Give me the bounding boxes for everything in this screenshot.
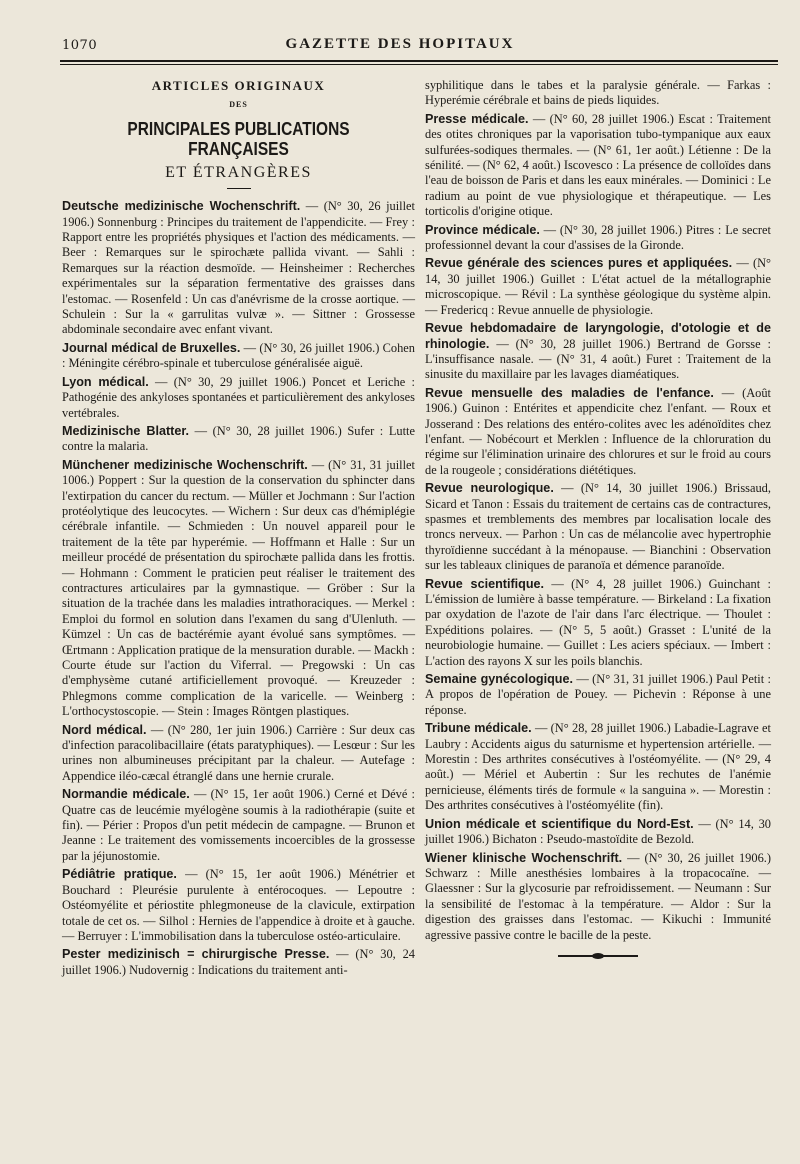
publication-entry bbox=[62, 787, 415, 864]
journal-name: Revue mensuelle des maladies de l'enfance. bbox=[425, 385, 714, 400]
left-entries bbox=[62, 199, 415, 978]
journal-name: Lyon médical. bbox=[62, 374, 149, 389]
journal-name: Semaine gynécologique. bbox=[425, 672, 573, 687]
publication-entry bbox=[425, 672, 771, 718]
journal-name: Nord médical. bbox=[62, 722, 147, 737]
header-rule bbox=[60, 60, 778, 62]
end-ornament bbox=[558, 955, 638, 957]
journal-name: Tribune médicale. bbox=[425, 721, 532, 736]
journal-name: Deutsche medizinische Wochenschrift. bbox=[62, 199, 301, 214]
entry-body: — (N° 14, 30 juillet 1906.) Brissaud, Sicard et Tanon : Essais du traitement de certains cas de contractures, spasmes et tremblements des membres par localisation locale des troncs nerveux. — Parhon : Un cas de mélancolie avec hypertrophie thyroïdienne succédant à la ménopause. — Bianchini : Observation sur les tableaux cliniques de paranoïa et démence paranoïde. bbox=[425, 481, 771, 573]
publication-entry bbox=[425, 112, 771, 220]
publication-entry bbox=[62, 947, 415, 978]
journal-name: Province médicale. bbox=[425, 222, 540, 237]
journal-name: Revue hebdomadaire de laryngologie, d'otologie et de rhinologie. bbox=[425, 321, 771, 351]
journal-name: Revue scientifique. bbox=[425, 576, 545, 591]
right-entries bbox=[425, 78, 771, 943]
publication-entry bbox=[425, 481, 771, 573]
publication-entry bbox=[62, 341, 415, 372]
entry-body: — (N° 15, 1er août 1906.) Cerné et Dévé : Quatre cas de leucémie myélogène soumis à la radiothérapie (suite et fin). — Périer : Propos d'un petit médecin de campagne. — Brunon et Jeanne : Le traitement des vomissements incoercibles de la grossesse par la jéjunostomie. bbox=[62, 787, 416, 863]
entry-body: — (N° 30, 28 juillet 1906.) Pitres : Le secret professionnel devant la cour d'assises de la Gironde. bbox=[425, 222, 771, 253]
journal-name: Medizinische Blatter. bbox=[62, 423, 190, 438]
right-column bbox=[425, 78, 771, 957]
section-kicker: ARTICLES ORIGINAUX bbox=[151, 78, 326, 93]
entry-body: — (N° 30, 29 juillet 1906.) Poncet et Leriche : Pathogénie des ankyloses spontanées et particulièrement des ankyloses vertébrales. bbox=[62, 374, 415, 420]
page-number: 1070 bbox=[62, 38, 98, 53]
entry-body: syphilitique dans le tabes et la paralysie générale. — Farkas : Hyperémie cérébrale et bains de pieds liquides. bbox=[425, 78, 771, 108]
entry-body: — (N° 15, 1er août 1906.) Ménétrier et Bouchard : Pleurésie purulente à entérocoques. — Lepoutre : Ostéomyélite et périostite phlegmoneuse de la clavicule, extirpation totale de cet os. — Silhol : Hernies de l'appendice à droite et à gauche. — Berruyer : L'immobilisation dans la tuberculose ostéo-articulaire. bbox=[62, 867, 415, 943]
entry-body: — (N° 30, 26 juillet 1906.) Cohen : Méningite cérébro-spinale et tuberculose généralisée aiguë. bbox=[62, 340, 415, 371]
entry-body: — (N° 30, 28 juillet 1906.) Bertrand de Gorsse : L'insuffisance nasale. — (N° 31, 4 août.) Furet : Traitement de la sinusite du maxillaire par les lavages diaméatiques. bbox=[425, 336, 771, 382]
section-subtitle: ET ÉTRANGÈRES bbox=[165, 163, 312, 181]
section-des: DES bbox=[229, 100, 248, 110]
entry-body: — (N° 14, 30 juillet 1906.) Bichaton : Pseudo-mastoïdite de Bezold. bbox=[425, 816, 771, 847]
entry-body: — (N° 31, 31 juillet 1906.) Paul Petit : A propos de l'opération de Pouey. — Pichevin : Réponse à une réponse. bbox=[425, 672, 771, 717]
left-column bbox=[62, 78, 415, 981]
journal-name: Pédiâtrie pratique. bbox=[62, 867, 177, 882]
entry-body: — (N° 280, 1er juin 1906.) Carrière : Sur deux cas d'infection paracolibacillaire (états paratyphiques). — Lesœur : Sur les urines non albumineuses précipitant par la chaleur. — Autefage : Appendice iléo-cæcal étranglé dans une hernie crurale. bbox=[62, 722, 415, 783]
entry-body: — (N° 31, 31 juillet 1006.) Poppert : Sur la question de la conservation du sphincter dans l'extirpation du cancer du rectum. — Müller et Jochmann : Sur l'action protéolytique des leucocytes. — Wichern : Sur deux cas d'hémiplégie cérébrale infantile. — Schmieden : Un nouvel appareil pour le traitement de la tête par hyperémie. — Hoffmann et Halle : Sur un meilleur procédé de présentation du spirochæte pallida dans les frottis. — Hohmann : Comment le praticien peut réaliser le traitement des contractures articulaires par la gymnastique. — Gröber : Sur la situation de la trachée dans les maladies intrathoraciques. — Merkel : Emploi du formol en solution dans l'examen du sang d'Ulenluth. — Kümzel : Un cas de bactérémie ayant évolué sans symptômes. — Œrtmann : Application pratique de la mensuration durable. — Mackh : Courte étude sur l'action du Viferral. — Pregowski : Un cas d'emphysème cutané artificiellement provoqué. — Kreuzeder : Phlegmons comme complication de la varicelle. — Weinberg : L'orthocystoscopie. — Stein : Images Röntgen plastiques. bbox=[62, 457, 415, 719]
running-title: GAZETTE DES HOPITAUX bbox=[285, 36, 515, 52]
entry-body: — (N° 28, 28 juillet 1906.) Labadie-Lagrave et Laubry : Accidents aigus du saturnisme et hypertension artérielle. — Morestin : Des arthrites consécutives à l'ostéomyélite. — (N° 29, 4 août.) — Mériel et Aubertin : Sur les rechutes de l'anémie pernicieuse, éléments tirés de formule « la sanguina ». — Morestin : Des arthrites consécutives à l'ostéomyélite (fin). bbox=[425, 721, 772, 813]
publication-entry bbox=[425, 721, 771, 813]
entry-body: — (N° 30, 24 juillet 1906.) Nudovernig : Indications du traitement anti- bbox=[62, 947, 415, 977]
entry-body: — (N° 14, 30 juillet 1906.) Guillet : L'état actuel de la métallographie microscopique. — Révil : La synthèse géologique du système alpin. — Fredericq : Revue annuelle de physiologie. bbox=[425, 256, 771, 317]
title-rule bbox=[227, 188, 251, 189]
entry-body: — (Août 1906.) Guinon : Entérites et appendicite chez l'enfant. — Roux et Josserand : Des relations des entéro-colites avec les adénoïdites chez l'enfant. — Nobécourt et Merklen : Influence de la chloruration du régime sur l'élimination urinaire des chlorures et sur le froid au cours de la rougeole ; considérations diététiques. bbox=[425, 385, 771, 477]
journal-name: Revue neurologique. bbox=[425, 481, 554, 496]
entry-body: — (N° 60, 28 juillet 1906.) Escat : Traitement des otites chroniques par la vaporisation tubo-tympanique aux eaux sulfurées-sodiques thermales. — (N° 61, 1er août.) Létienne : De la sénilité. — (N° 62, 4 août.) Iscovesco : La présence de colloïdes dans l'eau de boisson de Paris et dans les eaux minérales. — Dominici : Le radium au point de vue physiologique et thérapeutique. — Les torticolis d'origine otique. bbox=[425, 111, 771, 219]
journal-name: Pester medizinisch = chirurgische Presse. bbox=[62, 947, 330, 962]
publication-entry bbox=[62, 375, 415, 421]
journal-name: Normandie médicale. bbox=[62, 787, 190, 802]
publication-entry bbox=[425, 817, 771, 848]
entry-body: — (N° 30, 28 juillet 1906.) Sufer : Lutte contre la malaria. bbox=[62, 423, 415, 454]
publication-entry bbox=[62, 458, 415, 720]
journal-name: Wiener klinische Wochenschrift. bbox=[425, 850, 623, 865]
journal-name: Union médicale et scientifique du Nord-Est. bbox=[425, 816, 694, 831]
journal-name: Presse médicale. bbox=[425, 111, 529, 126]
publication-entry bbox=[425, 223, 771, 254]
publication-entry bbox=[425, 256, 771, 318]
section-title: PRINCIPALES PUBLICATIONS FRANÇAISES bbox=[127, 118, 350, 159]
journal-name: Journal médical de Bruxelles. bbox=[62, 340, 241, 355]
header-rule-thin bbox=[60, 64, 778, 65]
publication-entry bbox=[62, 199, 415, 338]
entry-body: — (N° 4, 28 juillet 1906.) Guinchant : L'émission de lumière à basse température. — Birkeland : La fixation par oxydation de l'azote de l'air dans l'arc électrique. — Thoulet : Expéditions polaires. — (N° 5, 5 août.) Grasset : L'unité de la neurobiologie humaine. — Guillet : Les aciers spéciaux. — Imbert : L'action des rayons X sur les poils blanchis. bbox=[425, 576, 771, 668]
publication-entry bbox=[425, 577, 771, 669]
journal-name: Münchener medizinische Wochenschrift. bbox=[62, 457, 308, 472]
entry-body: — (N° 30, 26 juillet 1906.) Schwarz : Mille anesthésies lombaires à la tropacocaïne. — Glaessner : Sur la glycosurie par refroidissement. — Neumann : Sur la sensibilité de l'estomac à la température. — Aldor : Sur la digestion des graisses dans l'estomac. — Kikuchi : Immunité agressive passive contre le bacille de la peste. bbox=[425, 850, 771, 942]
publication-entry bbox=[425, 78, 771, 109]
publication-entry bbox=[62, 424, 415, 455]
publication-entry bbox=[62, 723, 415, 785]
publication-entry bbox=[425, 321, 771, 383]
journal-name: Revue générale des sciences pures et appliquées. bbox=[425, 256, 733, 271]
publication-entry bbox=[425, 386, 771, 478]
publication-entry bbox=[425, 851, 771, 943]
entry-body: — (N° 30, 26 juillet 1906.) Sonnenburg : Principes du traitement de l'appendicite. — Frey : Rapport entre les propriétés physiques et l'action des médicaments. — Beer : Remarques sur le spirochæte pallida vivant. — Sahli : Remarques sur la réaction desmoïde. — Heinsheimer : Recherches expérimentales sur la séparation fermentative des graisses dans l'estomac. — Rosenfeld : Un cas d'anévrisme de la crosse aortique. — Schulein : Sur la « garrulitas vulvæ ». — Sittner : Grossesse abdominale secondaire avec enfant vivant. bbox=[62, 199, 415, 337]
publication-entry bbox=[62, 867, 415, 944]
